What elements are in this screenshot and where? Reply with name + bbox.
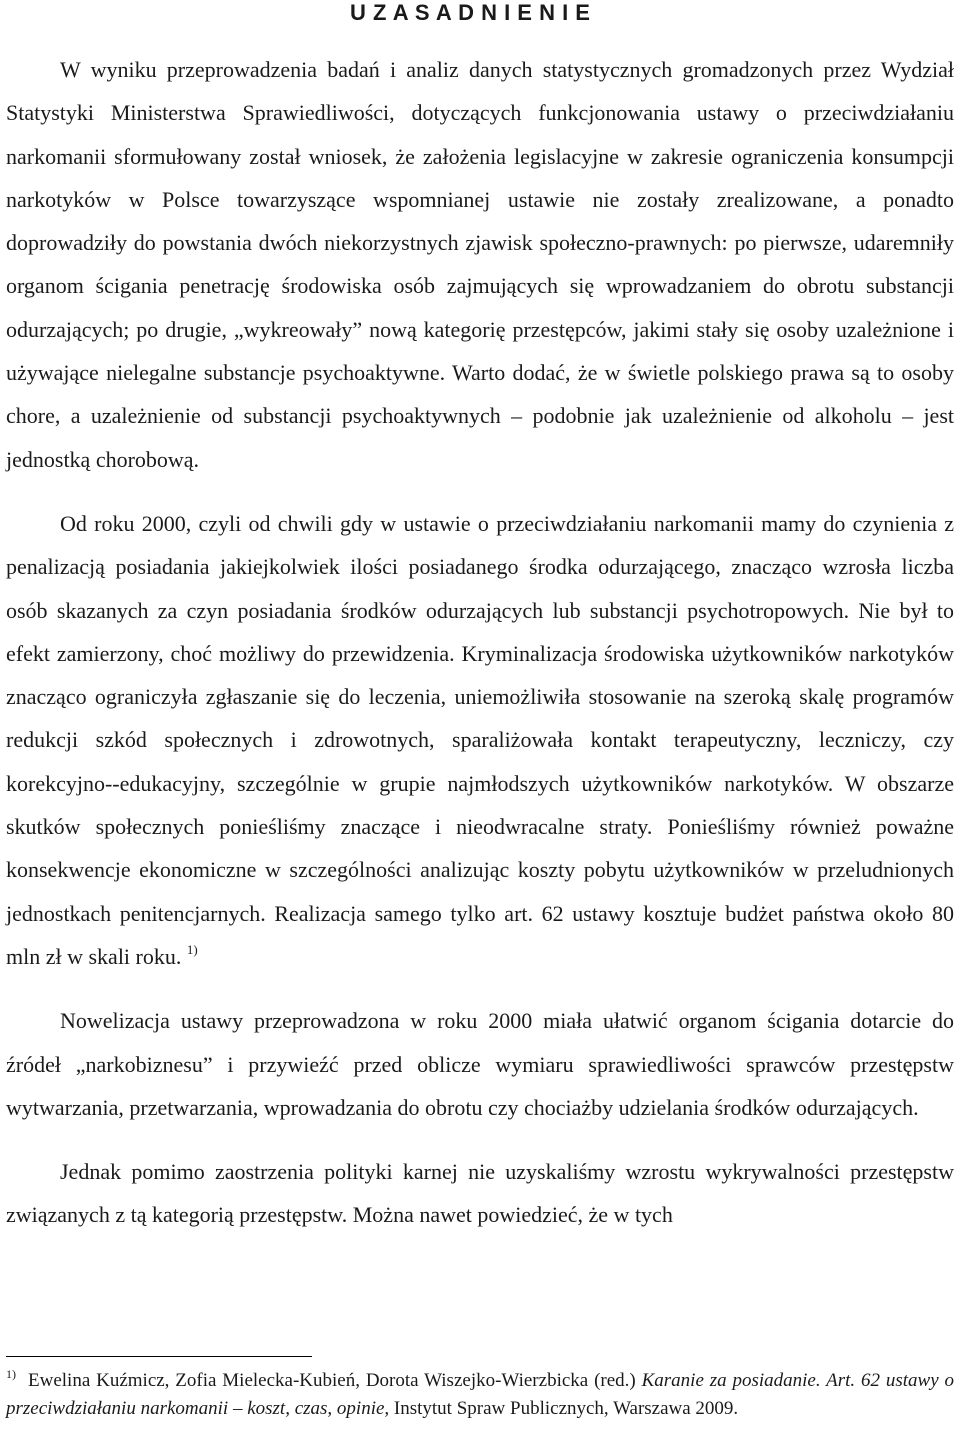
paragraph-1 — [6, 48, 954, 481]
paragraph-4 — [6, 1150, 954, 1237]
paragraph-1-text: W wyniku przeprowadzenia badań i analiz danych statystycznych gromadzonych przez Wydział Statystyki Ministerstwa Sprawiedliwości, dotyczących funkcjonowania ustawy o przeciwdziałaniu narkomanii sformułowany został wniosek, że założenia legislacyjne w zakresie ograniczenia konsumpcji narkotyków w Polsce towarzyszące wspomnianej ustawie nie zostały zrealizowane, a ponadto doprowadziły do powstania dwóch niekorzystnych zjawisk społeczno-prawnych: po pierwsze, udaremniły organom ścigania penetrację środowiska osób zajmujących się wprowadzaniem do obrotu substancji odurzających; po drugie, „wykreowały” nową kategorię przestępców, jakimi stały się osoby uzależnione i używające nielegalne substancje psychoaktywne. Warto dodać, że w świetle polskiego prawa są to osoby chore, a uzależnienie od substancji psychoaktywnych – podobnie jak uzależnienie od alkoholu – jest jednostką chorobową. — [6, 57, 954, 472]
paragraph-2-text: Od roku 2000, czyli od chwili gdy w ustawie o przeciwdziałaniu narkomanii mamy do czynienia z penalizacją posiadania jakiejkolwiek ilości posiadanego środka odurzającego, znacząco wzrosła liczba osób skazanych za czyn posiadania środków odurzających lub substancji psychotropowych. Nie był to efekt zamierzony, choć możliwy do przewidzenia. Kryminalizacja środowiska użytkowników narkotyków znacząco ograniczyła zgłaszanie się do leczenia, uniemożliwiła stosowanie na szeroką skalę programów redukcji szkód społecznych i zdrowotnych, sparaliżowała kontakt terapeutyczny, leczniczy, czy korekcyjno--edukacyjny, szczególnie w grupie najmłodszych użytkowników narkotyków. W obszarze skutków społecznych ponieśliśmy znaczące i nieodwracalne straty. Ponieśliśmy również poważne konsekwencje ekonomiczne w szczególności analizując koszty pobytu użytkowników w przeludnionych jednostkach penitencjarnych. Realizacja samego tylko art. 62 ustawy kosztuje budżet państwa około 80 mln zł w skali roku. — [6, 510, 954, 969]
footnote-title: Karanie za posiadanie. Art. 62 ustawy o przeciwdziałaniu narkomanii – koszt, czas, opinie, — [6, 1370, 954, 1419]
footnote-separator — [6, 1356, 312, 1357]
document-page — [6, 0, 954, 1419]
document-heading: U Z A S A D N I E N I E — [350, 0, 591, 25]
paragraph-3 — [6, 999, 954, 1129]
footnote: 1) Ewelina Kuźmicz, Zofia Mielecka-Kubień, Dorota Wiszejko-Wierzbicka (red.) Karanie za posiadanie. Art. 62 ustawy o przeciwdziałaniu narkomanii – koszt, czas, opinie, Instytut Spraw Publicznych, Warszawa 2009. — [6, 1367, 954, 1419]
footnote-publisher: Instytut Spraw Publicznych, Warszawa 2009. — [389, 1398, 739, 1419]
paragraph-3-text: Nowelizacja ustawy przeprowadzona w roku 2000 miała ułatwić organom ścigania dotarcie do źródeł „narkobiznesu” i przywieźć przed oblicze wymiaru sprawiedliwości sprawców przestępstw wytwarzania, przetwarzania, wprowadzania do obrotu czy chociażby udzielania środków odurzających. — [6, 1008, 954, 1120]
paragraph-4-text: Jednak pomimo zaostrzenia polityki karnej nie uzyskaliśmy wzrostu wykrywalności przestępstw związanych z tą kategorią przestępstw. Można nawet powiedzieć, że w tych — [6, 1159, 954, 1228]
footnote-authors: Ewelina Kuźmicz, Zofia Mielecka-Kubień, Dorota Wiszejko-Wierzbicka (red.) — [28, 1370, 642, 1391]
paragraph-2 — [6, 502, 954, 978]
footnote-reference: 1) — [186, 941, 198, 957]
